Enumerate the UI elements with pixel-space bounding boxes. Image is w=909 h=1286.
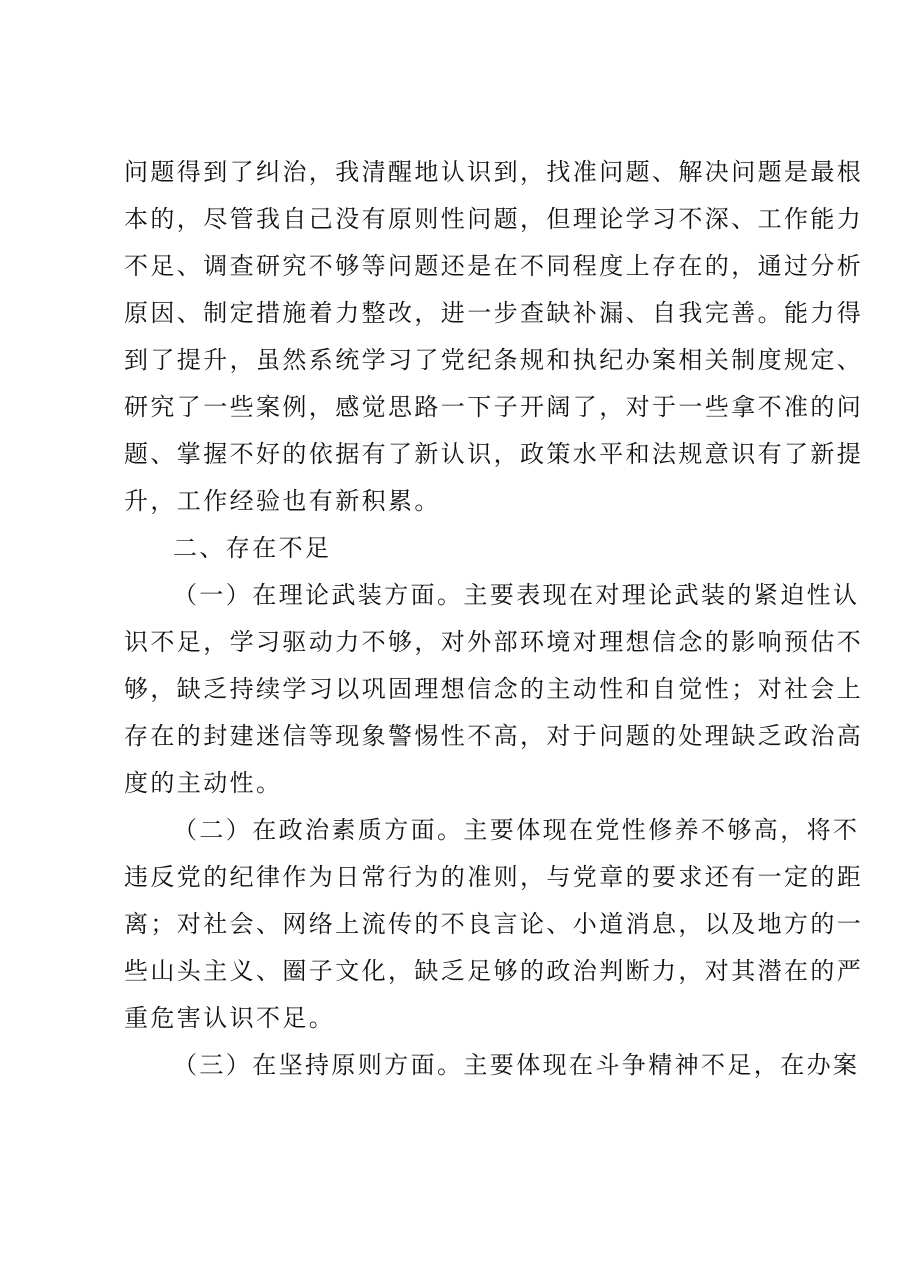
text-line: 题、掌握不好的依据有了新认识，政策水平和法规意识有了新提 — [124, 440, 864, 468]
text-line: 存在的封建迷信等现象警惕性不高，对于问题的处理缺乏政治高 — [124, 722, 864, 750]
text-line: 违反党的纪律作为日常行为的准则，与党章的要求还有一定的距 — [124, 863, 864, 891]
text-line: 升，工作经验也有新积累。 — [124, 487, 441, 515]
section-heading-text: 二、存在不足 — [173, 534, 332, 562]
text-line: 够，缺乏持续学习以巩固理想信念的主动性和自觉性；对社会上 — [124, 675, 864, 703]
text-line: 离；对社会、网络上流传的不良言论、小道消息，以及地方的一 — [124, 910, 864, 938]
text-line: 不足、调查研究不够等问题还是在不同程度上存在的，通过分析 — [124, 252, 864, 280]
text-line: 些山头主义、圈子文化，缺乏足够的政治判断力，对其潜在的严 — [124, 957, 864, 985]
text-line: 度的主动性。 — [124, 769, 283, 797]
text-line: 问题得到了纠治，我清醒地认识到，找准问题、解决问题是最根 — [124, 158, 864, 186]
section-heading — [124, 525, 809, 572]
text-line: （三）在坚持原则方面。主要体现在斗争精神不足，在办案 — [173, 1051, 860, 1079]
text-line: （一）在理论武装方面。主要表现在对理论武装的紧迫性认 — [173, 581, 860, 609]
paragraph-politics — [124, 807, 864, 1042]
text-line: 本的，尽管我自己没有原则性问题，但理论学习不深、工作能力 — [124, 205, 864, 233]
paragraph-principles — [124, 1042, 860, 1089]
text-line: 原因、制定措施着力整改，进一步查缺补漏、自我完善。能力得 — [124, 299, 864, 327]
paragraph-continuation — [124, 149, 864, 525]
text-line: 识不足，学习驱动力不够，对外部环境对理想信念的影响预估不 — [124, 628, 864, 656]
paragraph-theory — [124, 572, 864, 807]
text-line: 重危害认识不足。 — [124, 1004, 336, 1032]
document-body — [124, 149, 864, 1089]
text-line: 研究了一些案例，感觉思路一下子开阔了，对于一些拿不准的问 — [124, 393, 864, 421]
text-line: （二）在政治素质方面。主要体现在党性修养不够高，将不 — [173, 816, 860, 844]
text-line: 到了提升，虽然系统学习了党纪条规和执纪办案相关制度规定、 — [124, 346, 864, 374]
